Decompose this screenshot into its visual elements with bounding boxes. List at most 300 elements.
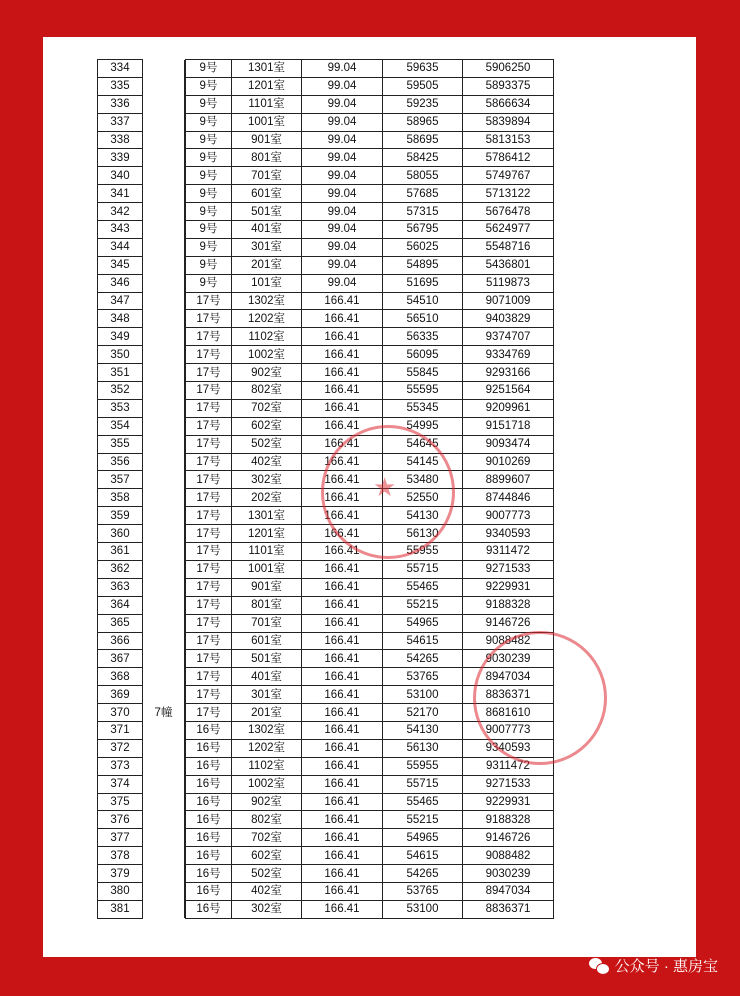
room-cell: 1201室: [232, 525, 302, 543]
total-price-cell: 9007773: [463, 507, 554, 525]
room-cell: 402室: [232, 453, 302, 471]
unit-price-cell: 55215: [383, 811, 463, 829]
area-cell: 166.41: [302, 578, 383, 596]
building-cell: [143, 596, 185, 614]
building-cell: [143, 256, 185, 274]
total-price-cell: 9010269: [463, 453, 554, 471]
unit-price-cell: 54265: [383, 865, 463, 883]
room-cell: 701室: [232, 614, 302, 632]
unit-cell: 9号: [186, 167, 232, 185]
area-cell: 166.41: [302, 739, 383, 757]
unit-cell: 17号: [186, 596, 232, 614]
unit-price-cell: 54510: [383, 292, 463, 310]
area-cell: 166.41: [302, 471, 383, 489]
room-cell: 902室: [232, 364, 302, 382]
area-cell: 166.41: [302, 596, 383, 614]
room-cell: 302室: [232, 471, 302, 489]
table-row: [98, 578, 554, 596]
unit-price-cell: 59235: [383, 95, 463, 113]
unit-cell: 9号: [186, 60, 232, 78]
total-price-cell: 9251564: [463, 382, 554, 400]
row-number-cell: 365: [98, 614, 143, 632]
total-price-cell: 9071009: [463, 292, 554, 310]
row-number-cell: 374: [98, 775, 143, 793]
row-number-cell: 344: [98, 238, 143, 256]
row-number-cell: 366: [98, 632, 143, 650]
total-price-cell: 9334769: [463, 346, 554, 364]
area-cell: 166.41: [302, 704, 383, 722]
unit-cell: 9号: [186, 113, 232, 131]
building-cell: [143, 274, 185, 292]
row-number-cell: 360: [98, 525, 143, 543]
unit-cell: 9号: [186, 238, 232, 256]
building-cell: [143, 77, 185, 95]
building-cell: [143, 382, 185, 400]
room-cell: 1101室: [232, 95, 302, 113]
total-price-cell: 9151718: [463, 417, 554, 435]
unit-price-cell: 52170: [383, 704, 463, 722]
unit-price-cell: 52550: [383, 489, 463, 507]
unit-cell: 9号: [186, 131, 232, 149]
row-number-cell: 355: [98, 435, 143, 453]
unit-price-cell: 58425: [383, 149, 463, 167]
area-cell: 166.41: [302, 364, 383, 382]
building-cell: [143, 650, 185, 668]
building-cell: [143, 113, 185, 131]
unit-price-cell: 53765: [383, 882, 463, 900]
row-number-cell: 342: [98, 203, 143, 221]
building-cell: [143, 686, 185, 704]
row-number-cell: 336: [98, 95, 143, 113]
total-price-cell: 9311472: [463, 543, 554, 561]
unit-cell: 17号: [186, 578, 232, 596]
total-price-cell: 5436801: [463, 256, 554, 274]
area-cell: 99.04: [302, 274, 383, 292]
unit-cell: 17号: [186, 399, 232, 417]
total-price-cell: 8947034: [463, 882, 554, 900]
unit-price-cell: 54965: [383, 829, 463, 847]
room-cell: 1301室: [232, 60, 302, 78]
building-cell: [143, 525, 185, 543]
unit-price-cell: 55465: [383, 578, 463, 596]
row-number-cell: 379: [98, 865, 143, 883]
row-number-cell: 343: [98, 221, 143, 239]
room-cell: 701室: [232, 167, 302, 185]
area-cell: 166.41: [302, 829, 383, 847]
building-cell: [143, 60, 185, 78]
total-price-cell: 9340593: [463, 739, 554, 757]
area-cell: 166.41: [302, 757, 383, 775]
area-cell: 99.04: [302, 221, 383, 239]
building-cell: [143, 167, 185, 185]
building-cell: [143, 757, 185, 775]
total-price-cell: 9209961: [463, 399, 554, 417]
area-cell: 166.41: [302, 560, 383, 578]
row-number-cell: 339: [98, 149, 143, 167]
unit-cell: 17号: [186, 650, 232, 668]
total-price-cell: 5119873: [463, 274, 554, 292]
building-cell: [143, 417, 185, 435]
unit-price-cell: 55715: [383, 560, 463, 578]
area-cell: 166.41: [302, 650, 383, 668]
table-row: [98, 185, 554, 203]
area-cell: 166.41: [302, 775, 383, 793]
unit-price-cell: 56095: [383, 346, 463, 364]
building-cell: [143, 560, 185, 578]
total-price-cell: 9088482: [463, 847, 554, 865]
table-row: [98, 757, 554, 775]
total-price-cell: 9271533: [463, 775, 554, 793]
total-price-cell: 5713122: [463, 185, 554, 203]
unit-cell: 9号: [186, 77, 232, 95]
room-cell: 1302室: [232, 721, 302, 739]
row-number-cell: 367: [98, 650, 143, 668]
table-row: [98, 203, 554, 221]
total-price-cell: 5906250: [463, 60, 554, 78]
row-number-cell: 378: [98, 847, 143, 865]
unit-price-cell: 54895: [383, 256, 463, 274]
room-cell: 502室: [232, 435, 302, 453]
room-cell: 201室: [232, 704, 302, 722]
unit-cell: 17号: [186, 560, 232, 578]
building-cell: [143, 668, 185, 686]
building-cell: [143, 292, 185, 310]
official-seal-stamp: [321, 425, 455, 559]
building-cell: [143, 900, 185, 918]
building-cell: [143, 238, 185, 256]
room-cell: 1002室: [232, 775, 302, 793]
total-price-cell: 5839894: [463, 113, 554, 131]
row-number-cell: 376: [98, 811, 143, 829]
row-number-cell: 348: [98, 310, 143, 328]
room-cell: 702室: [232, 399, 302, 417]
total-price-cell: 9403829: [463, 310, 554, 328]
building-cell: [143, 346, 185, 364]
table-row: [98, 131, 554, 149]
unit-price-cell: 54645: [383, 435, 463, 453]
room-cell: 1002室: [232, 346, 302, 364]
unit-cell: 9号: [186, 185, 232, 203]
total-price-cell: 8681610: [463, 704, 554, 722]
building-cell: [143, 614, 185, 632]
table-row: [98, 328, 554, 346]
area-cell: 166.41: [302, 453, 383, 471]
area-cell: 166.41: [302, 417, 383, 435]
unit-cell: 17号: [186, 310, 232, 328]
room-cell: 401室: [232, 668, 302, 686]
building-cell: [143, 847, 185, 865]
unit-cell: 17号: [186, 453, 232, 471]
building-cell: [143, 739, 185, 757]
room-cell: 702室: [232, 829, 302, 847]
unit-price-cell: 58965: [383, 113, 463, 131]
total-price-cell: 9007773: [463, 721, 554, 739]
table-row: [98, 274, 554, 292]
total-price-cell: 9229931: [463, 793, 554, 811]
row-number-cell: 358: [98, 489, 143, 507]
table-row: [98, 364, 554, 382]
unit-cell: 17号: [186, 668, 232, 686]
total-price-cell: 5749767: [463, 167, 554, 185]
row-number-cell: 363: [98, 578, 143, 596]
unit-cell: 17号: [186, 382, 232, 400]
unit-price-cell: 55215: [383, 596, 463, 614]
table-row: [98, 435, 554, 453]
unit-price-cell: 58695: [383, 131, 463, 149]
row-number-cell: 362: [98, 560, 143, 578]
unit-price-cell: 57685: [383, 185, 463, 203]
row-number-cell: 375: [98, 793, 143, 811]
building-cell: [143, 793, 185, 811]
room-cell: 1001室: [232, 560, 302, 578]
total-price-cell: 5866634: [463, 95, 554, 113]
building-cell: [143, 471, 185, 489]
area-cell: 99.04: [302, 167, 383, 185]
row-number-cell: 380: [98, 882, 143, 900]
unit-cell: 16号: [186, 882, 232, 900]
area-cell: 166.41: [302, 811, 383, 829]
table-row: [98, 560, 554, 578]
unit-price-cell: 55955: [383, 543, 463, 561]
area-cell: 99.04: [302, 149, 383, 167]
room-cell: 401室: [232, 221, 302, 239]
room-cell: 901室: [232, 578, 302, 596]
building-cell: [143, 399, 185, 417]
row-number-cell: 335: [98, 77, 143, 95]
table-row: [98, 417, 554, 435]
unit-price-cell: 51695: [383, 274, 463, 292]
room-cell: 501室: [232, 203, 302, 221]
table-row: [98, 847, 554, 865]
building-cell: [143, 453, 185, 471]
unit-cell: 9号: [186, 95, 232, 113]
unit-price-cell: 59635: [383, 60, 463, 78]
unit-price-cell: 55465: [383, 793, 463, 811]
unit-cell: 17号: [186, 614, 232, 632]
table-row: [98, 167, 554, 185]
unit-price-cell: 55595: [383, 382, 463, 400]
row-number-cell: 338: [98, 131, 143, 149]
row-number-cell: 357: [98, 471, 143, 489]
room-cell: 601室: [232, 632, 302, 650]
total-price-cell: 8947034: [463, 668, 554, 686]
unit-price-cell: 54995: [383, 417, 463, 435]
area-cell: 166.41: [302, 847, 383, 865]
unit-price-cell: 55345: [383, 399, 463, 417]
unit-price-cell: 54130: [383, 507, 463, 525]
table-row: [98, 632, 554, 650]
table-row: [98, 221, 554, 239]
unit-cell: 17号: [186, 328, 232, 346]
room-cell: 501室: [232, 650, 302, 668]
total-price-cell: 5624977: [463, 221, 554, 239]
unit-cell: 16号: [186, 829, 232, 847]
unit-cell: 16号: [186, 865, 232, 883]
unit-price-cell: 55955: [383, 757, 463, 775]
area-cell: 166.41: [302, 525, 383, 543]
building-cell: [143, 221, 185, 239]
table-row: [98, 113, 554, 131]
total-price-cell: 8744846: [463, 489, 554, 507]
room-cell: 1202室: [232, 739, 302, 757]
table-row: [98, 77, 554, 95]
row-number-cell: 353: [98, 399, 143, 417]
row-number-cell: 370: [98, 704, 143, 722]
room-cell: 902室: [232, 793, 302, 811]
total-price-cell: 9093474: [463, 435, 554, 453]
wechat-watermark: [589, 955, 718, 976]
total-price-cell: 9030239: [463, 865, 554, 883]
table-row: [98, 525, 554, 543]
unit-cell: 16号: [186, 847, 232, 865]
total-price-cell: 9229931: [463, 578, 554, 596]
room-cell: 602室: [232, 417, 302, 435]
unit-cell: 16号: [186, 900, 232, 918]
unit-price-cell: 54265: [383, 650, 463, 668]
unit-price-cell: 54965: [383, 614, 463, 632]
unit-price-cell: 56130: [383, 739, 463, 757]
table-row: [98, 596, 554, 614]
unit-price-cell: 56025: [383, 238, 463, 256]
area-cell: 99.04: [302, 185, 383, 203]
room-cell: 802室: [232, 811, 302, 829]
total-price-cell: 8836371: [463, 686, 554, 704]
table-row: [98, 399, 554, 417]
area-cell: 166.41: [302, 632, 383, 650]
room-cell: 301室: [232, 686, 302, 704]
unit-price-cell: 55845: [383, 364, 463, 382]
row-number-cell: 346: [98, 274, 143, 292]
area-cell: 166.41: [302, 346, 383, 364]
total-price-cell: 9293166: [463, 364, 554, 382]
unit-price-cell: 56795: [383, 221, 463, 239]
total-price-cell: 9146726: [463, 829, 554, 847]
building-cell: [143, 185, 185, 203]
unit-price-cell: 55715: [383, 775, 463, 793]
room-cell: 1202室: [232, 310, 302, 328]
unit-cell: 9号: [186, 149, 232, 167]
row-number-cell: 364: [98, 596, 143, 614]
unit-price-cell: 56510: [383, 310, 463, 328]
unit-cell: 16号: [186, 775, 232, 793]
table-row: [98, 793, 554, 811]
table-row: [98, 614, 554, 632]
row-number-cell: 368: [98, 668, 143, 686]
row-number-cell: 351: [98, 364, 143, 382]
row-number-cell: 369: [98, 686, 143, 704]
row-number-cell: 373: [98, 757, 143, 775]
building-cell: [143, 811, 185, 829]
area-cell: 166.41: [302, 507, 383, 525]
total-price-cell: 5548716: [463, 238, 554, 256]
row-number-cell: 377: [98, 829, 143, 847]
area-cell: 166.41: [302, 382, 383, 400]
building-cell: [143, 882, 185, 900]
area-cell: 99.04: [302, 113, 383, 131]
document-page: [43, 37, 696, 957]
total-price-cell: 9271533: [463, 560, 554, 578]
row-number-cell: 347: [98, 292, 143, 310]
table-row: [98, 95, 554, 113]
building-cell: [143, 435, 185, 453]
building-cell: [143, 865, 185, 883]
watermark-text: 公众号 · 惠房宝: [614, 958, 718, 975]
room-cell: 602室: [232, 847, 302, 865]
area-cell: 166.41: [302, 668, 383, 686]
table-row: [98, 775, 554, 793]
building-cell: [143, 829, 185, 847]
room-cell: 301室: [232, 238, 302, 256]
unit-price-cell: 54615: [383, 632, 463, 650]
row-number-cell: 340: [98, 167, 143, 185]
area-cell: 166.41: [302, 865, 383, 883]
row-number-cell: 356: [98, 453, 143, 471]
row-number-cell: 381: [98, 900, 143, 918]
unit-cell: 16号: [186, 793, 232, 811]
unit-price-cell: 56130: [383, 525, 463, 543]
building-cell: 7幢: [143, 704, 185, 722]
row-number-cell: 372: [98, 739, 143, 757]
table-row: [98, 811, 554, 829]
room-cell: 1302室: [232, 292, 302, 310]
building-cell: [143, 95, 185, 113]
room-cell: 202室: [232, 489, 302, 507]
unit-cell: 17号: [186, 435, 232, 453]
unit-price-cell: 53765: [383, 668, 463, 686]
building-cell: [143, 775, 185, 793]
room-cell: 502室: [232, 865, 302, 883]
unit-price-cell: 54615: [383, 847, 463, 865]
area-cell: 166.41: [302, 614, 383, 632]
area-cell: 166.41: [302, 328, 383, 346]
building-cell: [143, 131, 185, 149]
room-cell: 1101室: [232, 543, 302, 561]
area-cell: 166.41: [302, 399, 383, 417]
area-cell: 166.41: [302, 310, 383, 328]
room-cell: 402室: [232, 882, 302, 900]
room-cell: 302室: [232, 900, 302, 918]
total-price-cell: 5893375: [463, 77, 554, 95]
table-row: [98, 292, 554, 310]
building-cell: [143, 310, 185, 328]
table-row: [98, 739, 554, 757]
total-price-cell: 9188328: [463, 596, 554, 614]
building-cell: [143, 489, 185, 507]
room-cell: 801室: [232, 596, 302, 614]
unit-cell: 17号: [186, 525, 232, 543]
area-cell: 99.04: [302, 256, 383, 274]
wechat-icon: [589, 958, 609, 974]
table-row: [98, 382, 554, 400]
unit-cell: 9号: [186, 274, 232, 292]
unit-price-cell: 53480: [383, 471, 463, 489]
unit-cell: 17号: [186, 489, 232, 507]
room-cell: 1102室: [232, 757, 302, 775]
unit-price-cell: 54145: [383, 453, 463, 471]
unit-cell: 17号: [186, 632, 232, 650]
building-cell: [143, 364, 185, 382]
unit-cell: 17号: [186, 507, 232, 525]
table-row: [98, 310, 554, 328]
total-price-cell: 9188328: [463, 811, 554, 829]
table-row: [98, 238, 554, 256]
building-cell: [143, 721, 185, 739]
total-price-cell: 9030239: [463, 650, 554, 668]
area-cell: 99.04: [302, 131, 383, 149]
total-price-cell: 5813153: [463, 131, 554, 149]
table-row: [98, 60, 554, 78]
row-number-cell: 341: [98, 185, 143, 203]
